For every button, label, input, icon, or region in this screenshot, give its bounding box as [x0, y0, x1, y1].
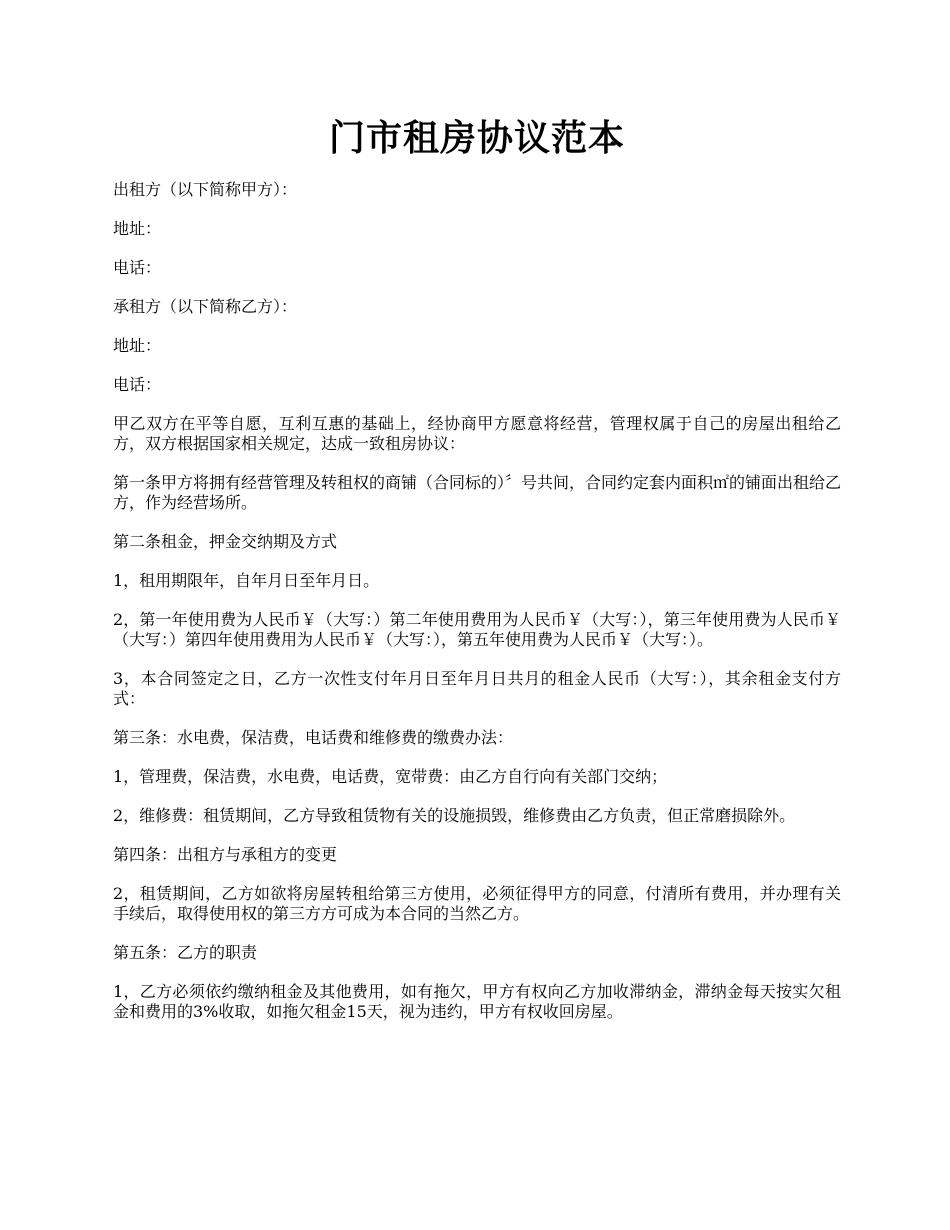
lessor-line: 出租方（以下简称甲方）：: [113, 180, 298, 199]
article-5-heading: 第五条：乙方的职责: [113, 943, 258, 962]
article-2-heading: 第二条租金，押金交纳期及方式: [113, 532, 338, 551]
article-1-paragraph: 第一条甲方将拥有经营管理及转租权的商铺（合同标的）〞号共间，合同约定套内面积㎡的铺面出租给乙方，作为经营场所。: [113, 473, 842, 512]
article-5-item-1: 1，乙方必须依约缴纳租金及其他费用，如有拖欠，甲方有权向乙方加收滞纳金，滞纳金每天按实欠租金和费用的3%收取，如拖欠租金15天，视为违约，甲方有权收回房屋。: [113, 982, 841, 1021]
article-3-item-2: 2，维修费：租赁期间，乙方导致租赁物有关的设施损毁，维修费由乙方负责，但正常磨损除外。: [113, 806, 796, 825]
preamble-paragraph: 甲乙双方在平等自愿，互利互惠的基础上，经协商甲方愿意将经营，管理权属于自己的房屋出租给乙方，双方根据国家相关规定，达成一致租房协议：: [113, 414, 841, 453]
article-3-heading: 第三条：水电费，保洁费，电话费和维修费的缴费办法：: [113, 728, 514, 747]
lessor-phone-line: 电话：: [113, 258, 162, 277]
article-4-heading: 第四条：出租方与承租方的变更: [113, 845, 338, 864]
lessee-address-line: 地址：: [113, 336, 162, 355]
article-3-item-1: 1，管理费，保洁费，水电费，电话费，宽带费：由乙方自行向有关部门交纳；: [113, 767, 668, 786]
lessor-address-line: 地址：: [113, 219, 162, 238]
lessee-phone-line: 电话：: [113, 375, 162, 394]
document-title: 门市租房协议范本: [328, 117, 625, 159]
article-4-item-2: 2，租赁期间，乙方如欲将房屋转租给第三方使用，必须征得甲方的同意，付清所有费用，并办理有关手续后，取得使用权的第三方方可成为本合同的当然乙方。: [113, 884, 841, 923]
article-2-item-2: 2，第一年使用费为人民币￥（大写：）第二年使用费用为人民币￥（大写：），第三年使用费为人民币￥（大写：）第四年使用费用为人民币￥（大写：），第五年使用费为人民币￥（大写：）。: [113, 610, 841, 649]
lessee-line: 承租方（以下简称乙方）：: [113, 297, 298, 316]
article-2-item-1: 1，租用期限年，自年月日至年月日。: [113, 571, 380, 590]
document-page: [113, 108, 841, 1041]
article-2-item-3: 3，本合同签定之日，乙方一次性支付年月日至年月日共月的租金人民币（大写：），其余租金支付方式：: [113, 669, 841, 708]
